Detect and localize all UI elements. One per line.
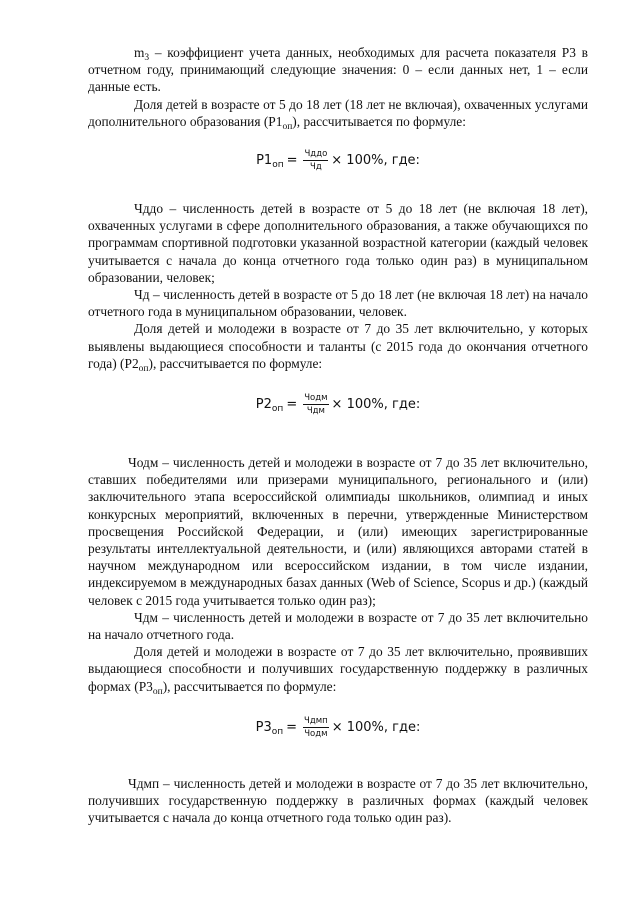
formula-p1-lhs bbox=[256, 152, 284, 169]
m3-symbol: m bbox=[134, 45, 145, 60]
chdm-definition: Чдм – численность детей и молодежи в возрасте от 7 до 35 лет включительно на начало отчетного года. bbox=[88, 609, 588, 643]
formula-p1-symbol: P1 bbox=[256, 152, 273, 168]
formula-p3-fraction bbox=[303, 716, 329, 739]
formula-p2 bbox=[88, 393, 588, 416]
formula-p3-numerator: Чдмп bbox=[304, 715, 328, 726]
formula-p3-symbol: P3 bbox=[255, 719, 272, 735]
formula-p2-symbol: P2 bbox=[255, 396, 272, 412]
formula-p2-subscript: оп bbox=[271, 403, 284, 414]
p2-intro-subscript: оп bbox=[138, 363, 149, 374]
p3-intro-text-end: ), рассчитывается по формуле: bbox=[162, 678, 337, 694]
chd-definition: Чд – численность детей в возрасте от 5 до 18 лет (не включая 18 лет) на начало отчетного года в муниципальном образовании, человек. bbox=[88, 287, 588, 320]
formula-p2-fraction bbox=[303, 393, 328, 416]
formula-p3-subscript: оп bbox=[271, 726, 284, 737]
p3-intro bbox=[88, 643, 588, 695]
p1-intro-text: Доля детей в возрасте от 5 до 18 лет (18 лет не включая), охваченных услугами дополнительного образования (Р1 bbox=[88, 96, 588, 129]
p2-intro-text-end: ), рассчитывается по формуле: bbox=[148, 355, 323, 371]
formula-p1-numerator: Чддо bbox=[304, 149, 328, 160]
formula-p1-fraction bbox=[303, 149, 328, 172]
p2-intro-text: Доля детей и молодежи в возрасте от 7 до 35 лет включительно, у которых выявлены выдающиеся способности и таланты (с 2015 года до окончания отчетного года) (Р2 bbox=[88, 321, 588, 371]
formula-p3-equals: = bbox=[286, 719, 298, 735]
p3-intro-subscript: оп bbox=[152, 686, 163, 697]
p2-intro bbox=[88, 320, 588, 372]
formula-p2-denominator: Чдм bbox=[306, 406, 325, 417]
document-body bbox=[88, 44, 588, 827]
formula-p3-rhs: × 100%, где: bbox=[331, 719, 421, 735]
p3-intro-text: Доля детей и молодежи в возрасте от 7 до 35 лет включительно, проявивших выдающиеся способности и получивших государственную поддержку в различных формах (Р3 bbox=[88, 644, 588, 694]
m3-definition bbox=[88, 44, 588, 96]
formula-p1-subscript: оп bbox=[272, 159, 284, 170]
formula-p3-denominator: Чодм bbox=[304, 728, 328, 739]
formula-p1-rhs: × 100%, где: bbox=[331, 152, 420, 168]
formula-p1-equals: = bbox=[286, 152, 298, 168]
p1-intro-subscript: оп bbox=[282, 121, 293, 132]
formula-p2-equals: = bbox=[286, 396, 298, 412]
chdmp-definition: Чдмп – численность детей и молодежи в возрасте от 7 до 35 лет включительно, получивших государственную поддержку в различных формах (каждый человек учитывается с начала до конца отчетного года только один раз). bbox=[88, 775, 588, 826]
formula-p3-lhs bbox=[256, 719, 284, 736]
m3-subscript: 3 bbox=[144, 53, 150, 63]
chodm-definition: Чодм – численность детей и молодежи в возрасте от 7 до 35 лет включительно, ставших победителями или призерами муниципального, регионального и (или) заключительного этапа всероссийской олимпиады школьников, олимпиад и иных конкурсных мероприятий, включенных в перечни, утвержденные Министерством просвещения Российской Федерации, и (или) имеющих зарегистрированные результаты интеллектуальной деятельности, и (или) являющихся авторами статей в научном международном или всероссийском издании, в том числе издании, индексируемом в международных базах данных (Web of Science, Scopus и др.) (каждый человек с 2015 года учитывается только один раз); bbox=[88, 455, 588, 608]
chddo-definition: Чддо – численность детей в возрасте от 5 до 18 лет (не включая 18 лет), охваченных услугами в сфере дополнительного образования, а также обучающихся по программам спортивной подготовки указанной возрастной категории (каждый человек учитывается с начала до конца отчетного года только один раз) в муниципальном образовании, человек; bbox=[88, 201, 588, 285]
formula-p1-denominator: Чд bbox=[310, 162, 322, 173]
p1-intro bbox=[88, 96, 588, 130]
formula-p2-lhs bbox=[256, 396, 284, 413]
formula-p2-rhs: × 100%, где: bbox=[331, 396, 421, 412]
formula-p2-numerator: Чодм bbox=[304, 393, 328, 404]
formula-p1 bbox=[88, 149, 588, 172]
m3-definition-text: – коэффициент учета данных, необходимых для расчета показателя Р3 в отчетном году, принимающий следующие значения: 0 – если данных нет, 1 – если данные есть. bbox=[88, 45, 588, 95]
p1-intro-text-end: ), рассчитывается по формуле: bbox=[292, 113, 466, 129]
formula-p3 bbox=[88, 716, 588, 739]
